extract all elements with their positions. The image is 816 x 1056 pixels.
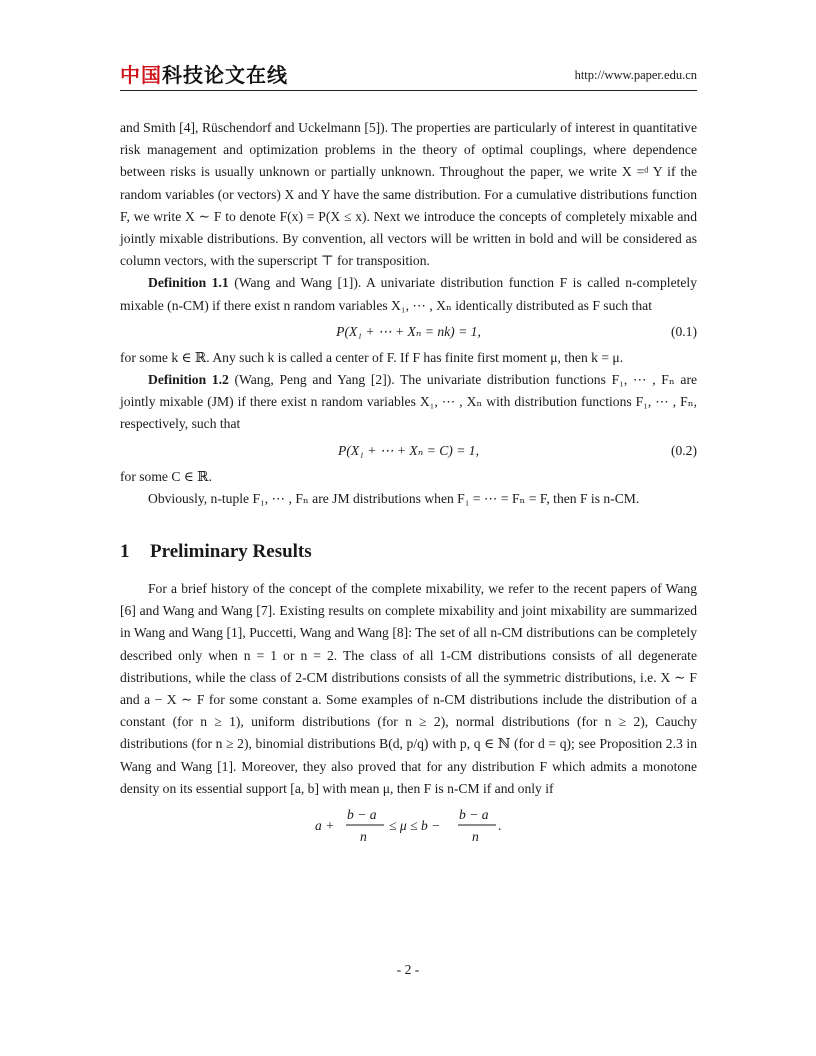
logo-red-text: 中国: [120, 63, 162, 87]
paragraph-intro: and Smith [4], Rüschendorf and Uckelmann [5]). The properties are particularly of interest in quantitative risk management and optimization problems in the theory of optimal couplings, where dependence between risks is usually unknown or partially unknown. Throughout the paper, we write X =ᵈ Y if the random variables (or vectors) X and Y have the same distribution. For a cumulative distributions function F, we write X ∼ F to denote F(x) = P(X ≤ x). Next we introduce the concepts of completely mixable and jointly mixable distributions. By convention, all vectors will be written in bold and will be considered as column vectors, with the superscript ⊤ for transposition.: [120, 120, 697, 269]
site-logo[interactable]: [120, 62, 288, 88]
equation-0-1-body: P(X₁ + ⋯ + Xₙ = nk) = 1,: [336, 323, 481, 339]
paragraph-center: for some k ∈ ℝ. Any such k is called a center of F. If F has finite first moment μ, then k = μ.: [120, 349, 624, 365]
header-url[interactable]: http://www.paper.edu.cn: [574, 68, 697, 82]
definition-1-2: [120, 369, 697, 436]
eq-middle: ≤ μ ≤ b −: [388, 818, 440, 834]
section-heading: [120, 540, 697, 564]
eq-frac1-num: b − a: [346, 807, 377, 823]
definition-1-1-name: Definition 1.1: [148, 275, 229, 291]
definition-1-2-name: Definition 1.2: [148, 372, 229, 388]
header-rule: [120, 90, 697, 91]
section-title: Preliminary Results: [150, 541, 312, 563]
equation-0-2-number: (0.2): [670, 442, 697, 458]
paragraph-obviously: Obviously, n-tuple F₁, ⋯ , Fₙ are JM distributions when F₁ = ⋯ = Fₙ = F, then F is n-CM.: [148, 490, 640, 506]
final-equation-svg: [309, 802, 509, 850]
final-equation: [120, 802, 697, 850]
eq-frac1-den: n: [359, 829, 367, 845]
eq-left: a +: [314, 818, 334, 834]
page-header: [120, 62, 697, 88]
section-number: 1: [120, 541, 130, 563]
paragraph-some-c: for some C ∈ ℝ.: [120, 468, 212, 484]
page-number: - 2 -: [396, 962, 420, 977]
equation-0-2: [120, 438, 697, 464]
equation-0-1-number: (0.1): [670, 323, 697, 339]
eq-end: .: [497, 818, 501, 834]
equation-0-2-body: P(X₁ + ⋯ + Xₙ = C) = 1,: [338, 442, 479, 458]
eq-frac2-num: b − a: [458, 807, 489, 823]
paper-body: [120, 117, 697, 850]
definition-1-1-text: (Wang and Wang [1]). A univariate distribution function F is called n-completely mixable (n-CM) if there exist n random variables X₁, ⋯ , Xₙ identically distributed as F such that: [120, 275, 697, 313]
definition-1-2-text: (Wang, Peng and Yang [2]). The univariate distribution functions F₁, ⋯ , Fₙ are jointly mixable (JM) if there exist n random variables X₁, ⋯ , Xₙ with distribution functions F₁, ⋯ , Fₙ, respectively, such that: [120, 372, 698, 432]
logo-black-text: 科技论文在线: [162, 63, 288, 87]
eq-frac2-den: n: [471, 829, 479, 845]
definition-1-1: [120, 272, 697, 316]
paragraph-history: For a brief history of the concept of the complete mixability, we refer to the recent papers of Wang [6] and Wang and Wang [7]. Existing results on complete mixability and joint mixability are summarized in Wang and Wang [1], Puccetti, Wang and Wang [8]: The set of all n-CM distributions can be completely described only when n = 1 or n = 2. The class of all 1-CM distributions consists of all degenerate distributions, while the class of 2-CM distributions consists of all the symmetric distributions, i.e. X ∼ F and a − X ∼ F for some constant a. Some examples of n-CM distributions include the distribution of a constant (for n ≥ 1), uniform distributions (for n ≥ 2), normal distributions (for n ≥ 2), Cauchy distributions (for n ≥ 2), binomial distributions B(d, p/q) with p, q ∈ ℕ (for d = q); see Proposition 2.3 in Wang and Wang [1]. Moreover, they also proved that for any distribution F which admits a monotone density on its essential support [a, b] with mean μ, then F is n-CM if and only if: [120, 581, 697, 796]
equation-0-1: [120, 319, 697, 345]
